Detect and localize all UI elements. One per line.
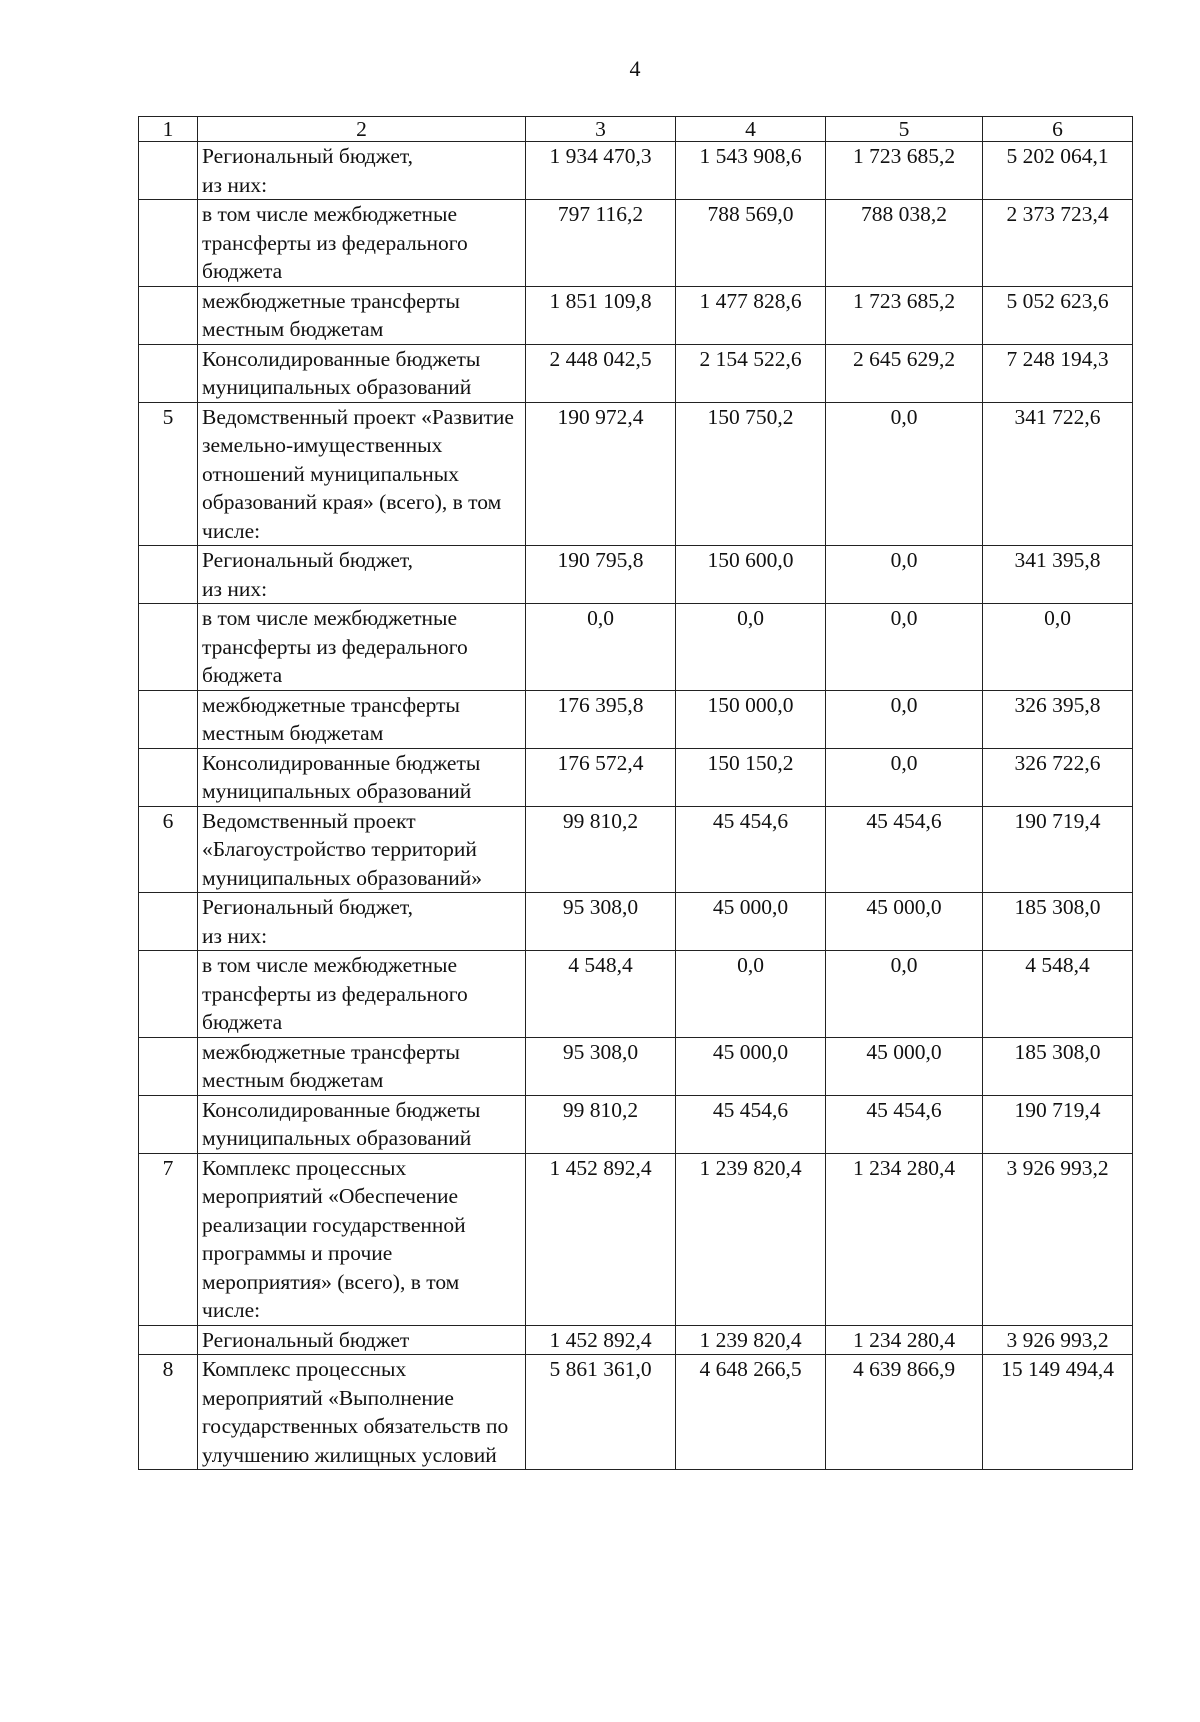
table-row: [139, 200, 1133, 287]
row-number-cell: [139, 546, 198, 604]
value-cell-col-6: 185 308,0: [983, 893, 1133, 951]
table-row: [139, 951, 1133, 1038]
row-number-cell: [139, 604, 198, 691]
value-cell-col-5: 1 234 280,4: [826, 1153, 983, 1325]
value-cell-col-4: 150 600,0: [676, 546, 826, 604]
row-number-cell: [139, 344, 198, 402]
row-name-cell: Ведомственный проект «Благоустройство территорий муниципальных образований»: [198, 806, 526, 893]
table-row: [139, 893, 1133, 951]
page-number: 4: [629, 56, 641, 81]
value-cell-col-5: 0,0: [826, 951, 983, 1038]
table-header-row: [139, 117, 1133, 142]
value-cell-col-3: 190 795,8: [526, 546, 676, 604]
value-cell-col-6: 341 722,6: [983, 402, 1133, 546]
value-cell-col-4: 1 239 820,4: [676, 1325, 826, 1355]
value-cell-col-6: 0,0: [983, 604, 1133, 691]
table-row: [139, 402, 1133, 546]
value-cell-col-6: 185 308,0: [983, 1037, 1133, 1095]
row-name-cell: в том числе межбюджетные трансферты из федерального бюджета: [198, 604, 526, 691]
value-cell-col-3: 1 452 892,4: [526, 1153, 676, 1325]
value-cell-col-3: 797 116,2: [526, 200, 676, 287]
row-number-cell: [139, 748, 198, 806]
value-cell-col-5: 788 038,2: [826, 200, 983, 287]
row-name-cell: Консолидированные бюджеты муниципальных образований: [198, 1095, 526, 1153]
value-cell-col-3: 1 452 892,4: [526, 1325, 676, 1355]
value-cell-col-6: 190 719,4: [983, 806, 1133, 893]
value-cell-col-3: 176 572,4: [526, 748, 676, 806]
value-cell-col-5: 45 000,0: [826, 1037, 983, 1095]
value-cell-col-6: 326 722,6: [983, 748, 1133, 806]
row-number-cell: 6: [139, 806, 198, 893]
value-cell-col-5: 45 454,6: [826, 806, 983, 893]
value-cell-col-6: 3 926 993,2: [983, 1325, 1133, 1355]
value-cell-col-4: 788 569,0: [676, 200, 826, 287]
header-cell-6: 6: [983, 117, 1133, 142]
row-number-cell: [139, 690, 198, 748]
value-cell-col-3: 176 395,8: [526, 690, 676, 748]
value-cell-col-5: 2 645 629,2: [826, 344, 983, 402]
value-cell-col-5: 45 000,0: [826, 893, 983, 951]
value-cell-col-4: 0,0: [676, 951, 826, 1038]
row-number-cell: [139, 142, 198, 200]
row-name-cell: Региональный бюджет, из них:: [198, 893, 526, 951]
value-cell-col-4: 45 454,6: [676, 806, 826, 893]
row-number-cell: [139, 951, 198, 1038]
table-row: [139, 142, 1133, 200]
value-cell-col-5: 0,0: [826, 604, 983, 691]
value-cell-col-3: 99 810,2: [526, 1095, 676, 1153]
value-cell-col-3: 99 810,2: [526, 806, 676, 893]
row-number-cell: [139, 1037, 198, 1095]
row-name-cell: Комплекс процессных мероприятий «Обеспечение реализации государственной программы и прочие мероприятия» (всего), в том числе:: [198, 1153, 526, 1325]
table-row: [139, 1153, 1133, 1325]
row-name-cell: в том числе межбюджетные трансферты из федерального бюджета: [198, 951, 526, 1038]
value-cell-col-5: 1 234 280,4: [826, 1325, 983, 1355]
value-cell-col-5: 0,0: [826, 748, 983, 806]
value-cell-col-4: 150 150,2: [676, 748, 826, 806]
row-number-cell: [139, 893, 198, 951]
table-row: [139, 1355, 1133, 1470]
value-cell-col-3: 95 308,0: [526, 1037, 676, 1095]
table-body: [139, 142, 1133, 1470]
value-cell-col-4: 0,0: [676, 604, 826, 691]
header-cell-4: 4: [676, 117, 826, 142]
value-cell-col-4: 150 750,2: [676, 402, 826, 546]
row-number-cell: 7: [139, 1153, 198, 1325]
value-cell-col-6: 4 548,4: [983, 951, 1133, 1038]
value-cell-col-4: 45 454,6: [676, 1095, 826, 1153]
header-cell-3: 3: [526, 117, 676, 142]
value-cell-col-6: 5 052 623,6: [983, 286, 1133, 344]
value-cell-col-5: 4 639 866,9: [826, 1355, 983, 1470]
row-name-cell: Региональный бюджет, из них:: [198, 142, 526, 200]
budget-table: [138, 116, 1133, 1470]
row-name-cell: межбюджетные трансферты местным бюджетам: [198, 1037, 526, 1095]
value-cell-col-3: 0,0: [526, 604, 676, 691]
value-cell-col-6: 3 926 993,2: [983, 1153, 1133, 1325]
value-cell-col-4: 1 477 828,6: [676, 286, 826, 344]
value-cell-col-6: 5 202 064,1: [983, 142, 1133, 200]
table-row: [139, 806, 1133, 893]
value-cell-col-3: 5 861 361,0: [526, 1355, 676, 1470]
row-number-cell: [139, 200, 198, 287]
value-cell-col-4: 1 543 908,6: [676, 142, 826, 200]
table-row: [139, 1095, 1133, 1153]
value-cell-col-6: 2 373 723,4: [983, 200, 1133, 287]
value-cell-col-3: 1 934 470,3: [526, 142, 676, 200]
value-cell-col-4: 2 154 522,6: [676, 344, 826, 402]
row-number-cell: 8: [139, 1355, 198, 1470]
header-cell-2: 2: [198, 117, 526, 142]
value-cell-col-5: 0,0: [826, 402, 983, 546]
header-cell-1: 1: [139, 117, 198, 142]
value-cell-col-5: 0,0: [826, 690, 983, 748]
value-cell-col-6: 341 395,8: [983, 546, 1133, 604]
value-cell-col-6: 7 248 194,3: [983, 344, 1133, 402]
value-cell-col-4: 45 000,0: [676, 1037, 826, 1095]
value-cell-col-5: 0,0: [826, 546, 983, 604]
row-name-cell: в том числе межбюджетные трансферты из федерального бюджета: [198, 200, 526, 287]
row-name-cell: Региональный бюджет: [198, 1325, 526, 1355]
row-name-cell: Консолидированные бюджеты муниципальных образований: [198, 748, 526, 806]
row-number-cell: [139, 1095, 198, 1153]
value-cell-col-6: 15 149 494,4: [983, 1355, 1133, 1470]
row-name-cell: Ведомственный проект «Развитие земельно-имущественных отношений муниципальных образований края» (всего), в том числе:: [198, 402, 526, 546]
table-row: [139, 1037, 1133, 1095]
row-name-cell: Региональный бюджет, из них:: [198, 546, 526, 604]
table-row: [139, 1325, 1133, 1355]
value-cell-col-5: 1 723 685,2: [826, 142, 983, 200]
value-cell-col-3: 190 972,4: [526, 402, 676, 546]
table-row: [139, 546, 1133, 604]
table-row: [139, 344, 1133, 402]
table-row: [139, 286, 1133, 344]
value-cell-col-4: 150 000,0: [676, 690, 826, 748]
row-name-cell: Консолидированные бюджеты муниципальных образований: [198, 344, 526, 402]
value-cell-col-3: 2 448 042,5: [526, 344, 676, 402]
table-row: [139, 604, 1133, 691]
value-cell-col-6: 326 395,8: [983, 690, 1133, 748]
header-cell-5: 5: [826, 117, 983, 142]
value-cell-col-3: 95 308,0: [526, 893, 676, 951]
value-cell-col-4: 4 648 266,5: [676, 1355, 826, 1470]
row-name-cell: межбюджетные трансферты местным бюджетам: [198, 690, 526, 748]
value-cell-col-5: 45 454,6: [826, 1095, 983, 1153]
value-cell-col-6: 190 719,4: [983, 1095, 1133, 1153]
row-number-cell: [139, 286, 198, 344]
row-number-cell: 5: [139, 402, 198, 546]
value-cell-col-5: 1 723 685,2: [826, 286, 983, 344]
value-cell-col-4: 45 000,0: [676, 893, 826, 951]
table-row: [139, 748, 1133, 806]
value-cell-col-4: 1 239 820,4: [676, 1153, 826, 1325]
row-name-cell: межбюджетные трансферты местным бюджетам: [198, 286, 526, 344]
table-row: [139, 690, 1133, 748]
value-cell-col-3: 4 548,4: [526, 951, 676, 1038]
value-cell-col-3: 1 851 109,8: [526, 286, 676, 344]
row-name-cell: Комплекс процессных мероприятий «Выполнение государственных обязательств по улучшению жилищных условий: [198, 1355, 526, 1470]
row-number-cell: [139, 1325, 198, 1355]
